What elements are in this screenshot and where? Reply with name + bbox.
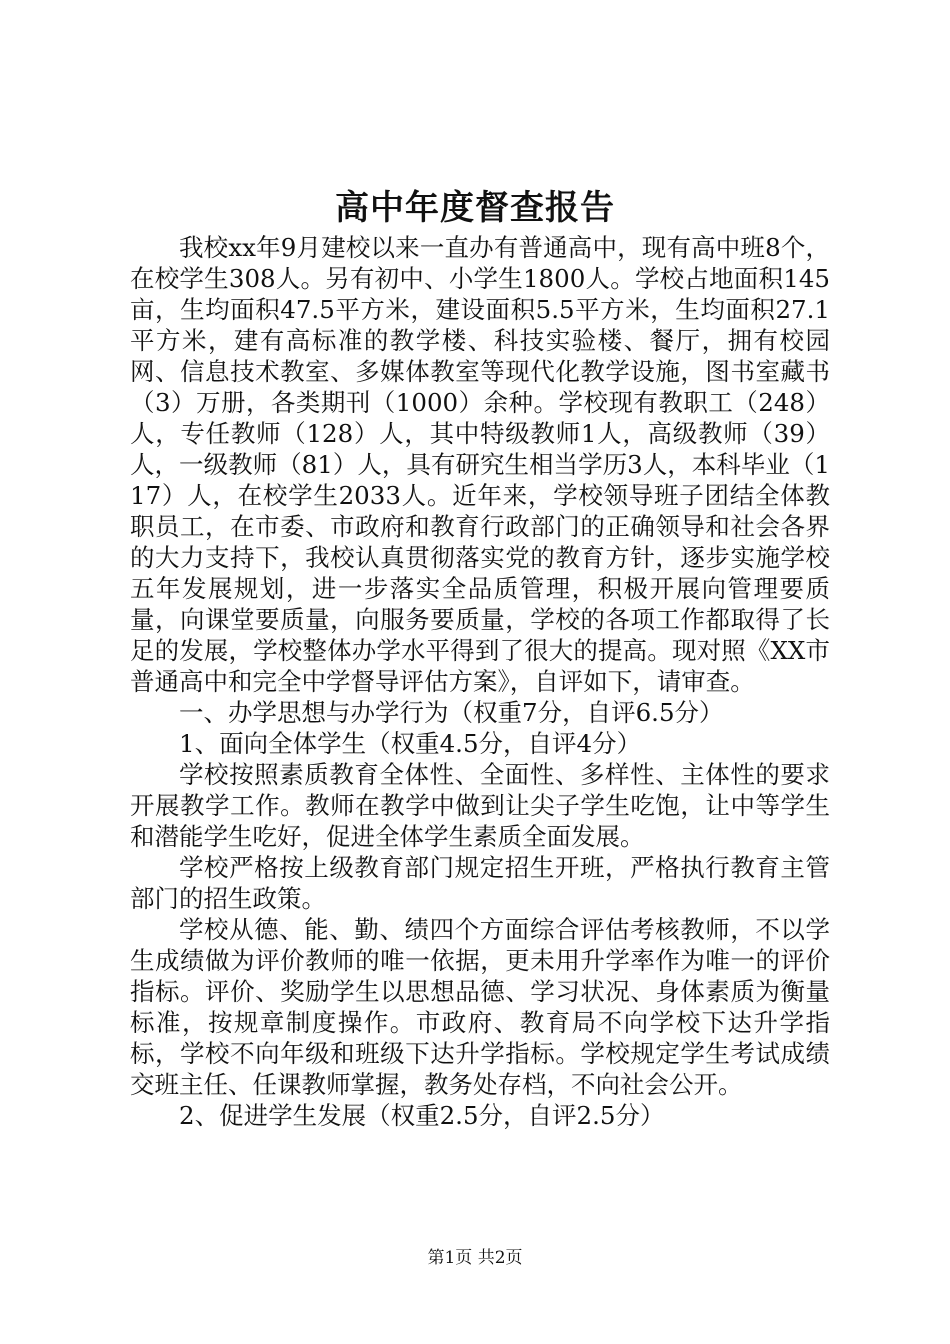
subsection-heading-2: 2、促进学生发展（权重2.5分，自评2.5分） xyxy=(179,1101,665,1130)
body-paragraph: 学校严格按上级教育部门规定招生开班，严格执行教育主管部门的招生政策。 xyxy=(130,853,830,913)
body-paragraph: 学校按照素质教育全体性、全面性、多样性、主体性的要求开展教学工作。教师在教学中做到让尖子学生吃饱，让中等学生和潜能学生吃好，促进全体学生素质全面发展。 xyxy=(130,760,830,851)
intro-paragraph: 我校xx年9月建校以来一直办有普通高中，现有高中班8个，在校学生308人。另有初中、小学生1800人。学校占地面积145亩，生均面积47.5平方米，建设面积5.5平方米，生均面积27.1平方米，建有高标准的教学楼、科技实验楼、餐厅，拥有校园网、信息技术教室、多媒体教室等现代化教学设施，图书室藏书（3）万册，各类期刊（1000）余种。学校现有教职工（248）人，专任教师（128）人，其中特级教师1人，高级教师（39）人，一级教师（81）人，具有研究生相当学历3人，本科毕业（117）人，在校学生2033人。近年来，学校领导班子团结全体教职员工，在市委、市政府和教育行政部门的正确领导和社会各界的大力支持下，我校认真贯彻落实党的教育方针，逐步实施学校五年发展规划，进一步落实全品质管理，积极开展向管理要质量，向课堂要质量，向服务要质量，学校的各项工作都取得了长足的发展，学校整体办学水平得到了很大的提高。现对照《XX市普通高中和完全中学督导评估方案》，自评如下，请审查。 xyxy=(130,233,830,696)
document-title: 高中年度督查报告 xyxy=(335,188,615,228)
document-body xyxy=(130,232,830,1131)
page-footer: 第1页 共2页 xyxy=(427,1248,523,1268)
body-paragraph: 学校从德、能、勤、绩四个方面综合评估考核教师，不以学生成绩做为评价教师的唯一依据，更未用升学率作为唯一的评价指标。评价、奖励学生以思想品德、学习状况、身体素质为衡量标准，按规章制度操作。市政府、教育局不向学校下达升学指标，学校不向年级和班级下达升学指标。学校规定学生考试成绩交班主任、任课教师掌握，教务处存档，不向社会公开。 xyxy=(130,915,830,1099)
section-heading-1: 一、办学思想与办学行为（权重7分，自评6.5分） xyxy=(179,698,724,727)
subsection-heading-1: 1、面向全体学生（权重4.5分，自评4分） xyxy=(179,729,642,758)
